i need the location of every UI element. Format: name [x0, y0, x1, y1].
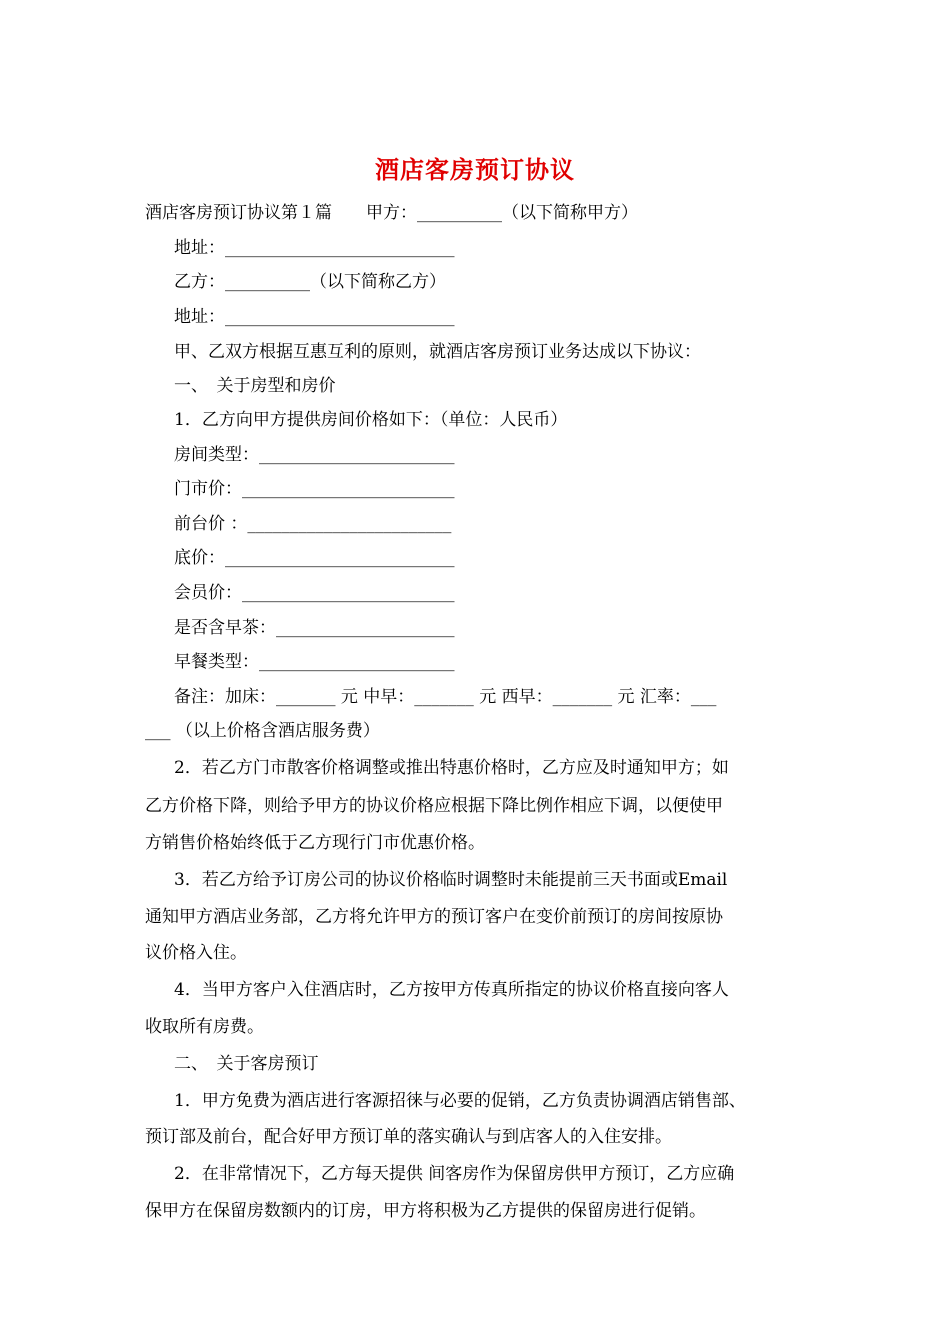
document-line: 门市价：_________________________ — [174, 479, 455, 499]
document-line: 4．当甲方客户入住酒店时，乙方按甲方传真所指定的协议价格直接向客人 — [174, 980, 729, 1000]
document-line: 早餐类型：_______________________ — [174, 652, 455, 672]
document-line: 备注：加床：_______ 元 中早：_______ 元 西早：_______ 元 汇率：___ — [174, 687, 717, 707]
document-line: 前台价 ：________________________ — [174, 514, 452, 534]
document-line: 保甲方在保留房数额内的订房，甲方将积极为乙方提供的保留房进行促销。 — [145, 1201, 706, 1221]
document-line: 底价：___________________________ — [174, 548, 455, 568]
document-line: 地址：___________________________ — [174, 307, 455, 327]
document-line: 收取所有房费。 — [145, 1017, 264, 1037]
document-line: 乙方价格下降，则给予甲方的协议价格应根据下降比例作相应下调，以便使甲 — [145, 796, 723, 816]
document-line: 2．若乙方门市散客价格调整或推出特惠价格时，乙方应及时通知甲方；如 — [174, 758, 729, 778]
document-line: ___ （以上价格含酒店服务费） — [145, 721, 380, 741]
document-line: 会员价：_________________________ — [174, 583, 455, 603]
document-line: 一、 关于房型和房价 — [174, 376, 336, 396]
document-line: 3．若乙方给予订房公司的协议价格临时调整时未能提前三天书面或Email — [174, 870, 728, 890]
document-line: 酒店客房预订协议第１篇 甲方：__________（以下简称甲方） — [145, 203, 638, 223]
document-line: 方销售价格始终低于乙方现行门市优惠价格。 — [145, 833, 485, 853]
document-line: 1．乙方向甲方提供房间价格如下：（单位：人民币） — [174, 410, 568, 430]
document-line: 通知甲方酒店业务部，乙方将允许甲方的预订客户在变价前预订的房间按原协 — [145, 907, 723, 927]
document-line: 1．甲方免费为酒店进行客源招徕与必要的促销，乙方负责协调酒店销售部、 — [174, 1091, 746, 1111]
document-title: 酒店客房预订协议 — [375, 155, 575, 184]
document-line: 乙方：__________（以下简称乙方） — [174, 272, 446, 292]
document-line: 预订部及前台，配合好甲方预订单的落实确认与到店客人的入住安排。 — [145, 1127, 672, 1147]
document-line: 房间类型：_______________________ — [174, 445, 455, 465]
document-line: 2．在非常情况下，乙方每天提供 间客房作为保留房供甲方预订，乙方应确 — [174, 1164, 735, 1184]
document-line: 地址：___________________________ — [174, 238, 455, 258]
document-line: 甲、乙双方根据互惠互利的原则，就酒店客房预订业务达成以下协议： — [174, 342, 701, 362]
document-line: 二、 关于客房预订 — [174, 1054, 319, 1074]
document-line: 议价格入住。 — [145, 943, 247, 963]
document-line: 是否含早茶：_____________________ — [174, 618, 455, 638]
